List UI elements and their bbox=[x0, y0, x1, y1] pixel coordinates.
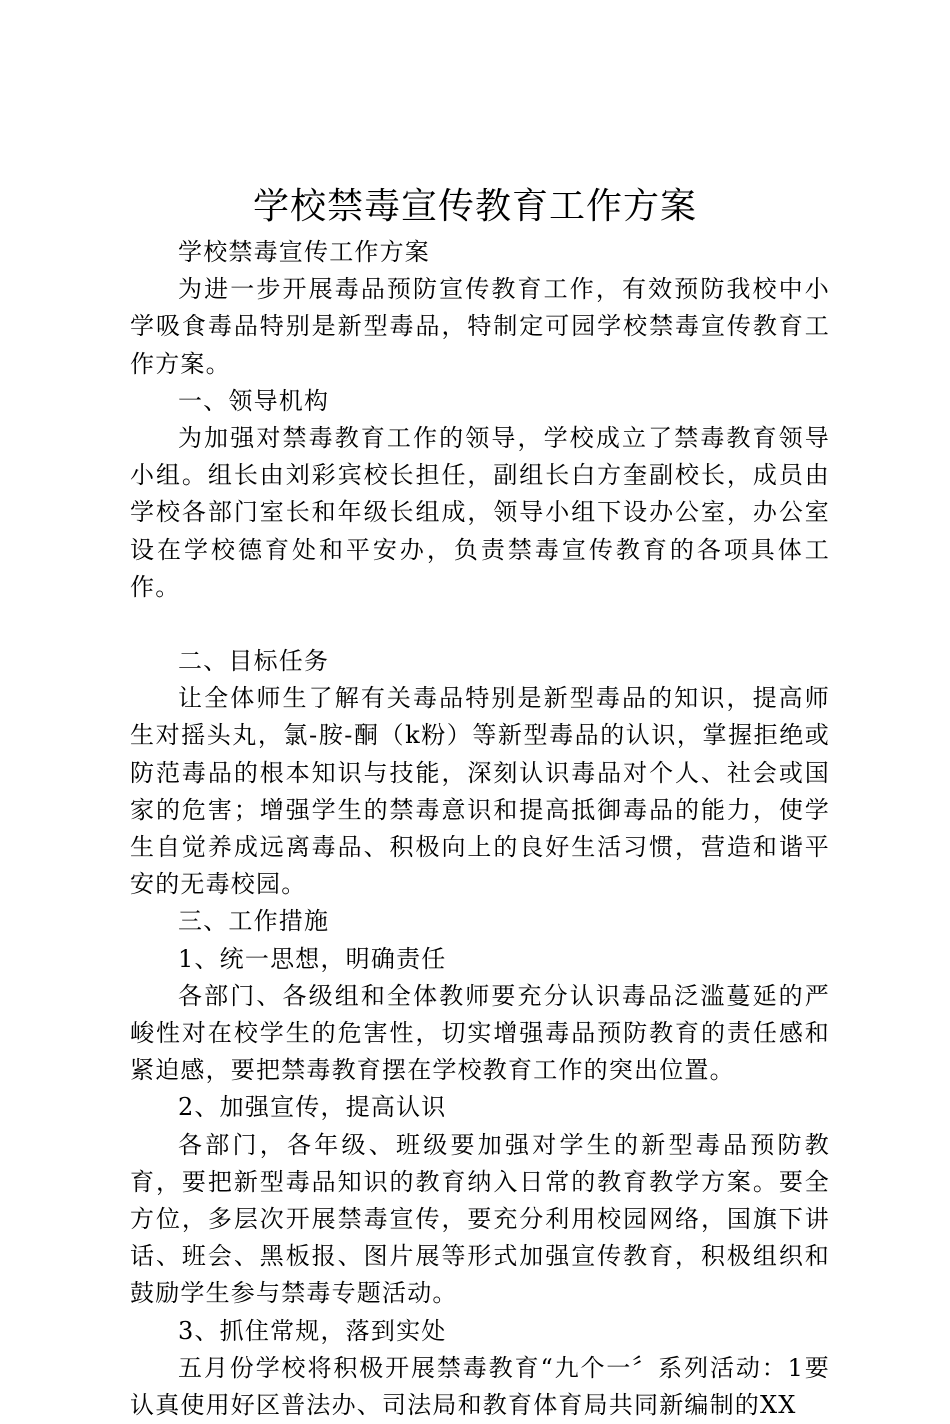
blank-line bbox=[130, 606, 830, 643]
measure-paragraph-2: 各部门，各年级、班级要加强对学生的新型毒品预防教育，要把新型毒品知识的教育纳入日常的教育教学方案。要全方位，多层次开展禁毒宣传，要充分利用校园网络，国旗下讲话、班会、黑板报、图片展等形式加强宣传教育，积极组织和鼓励学生参与禁毒专题活动。 bbox=[130, 1130, 830, 1308]
document-body bbox=[130, 234, 830, 1424]
section-heading-measures: 三、工作措施 bbox=[178, 907, 330, 936]
document-title: 学校禁毒宣传教育工作方案 bbox=[252, 186, 697, 227]
section-heading-leadership: 一、领导机构 bbox=[178, 386, 330, 415]
measure-paragraph-3: 五月份学校将积极开展禁毒教育“九个一〞系列活动：1要认真使用好区普法办、司法局和教育体育局共同新编制的XX bbox=[130, 1353, 830, 1420]
leadership-paragraph: 为加强对禁毒教育工作的领导，学校成立了禁毒教育领导小组。组长由刘彩宾校长担任，副组长白方奎副校长，成员由学校各部门室长和年级长组成，领导小组下设办公室，办公室设在学校德育处和平安办，负责禁毒宣传教育的各项具体工作。 bbox=[130, 424, 830, 601]
section-heading-goals: 二、目标任务 bbox=[178, 647, 330, 676]
intro-paragraph: 为进一步开展毒品预防宣传教育工作，有效预防我校中小学吸食毒品特别是新型毒品，特制定可园学校禁毒宣传教育工作方案。 bbox=[130, 275, 830, 378]
goals-paragraph: 让全体师生了解有关毒品特别是新型毒品的知识，提高师生对摇头丸，氯-胺-酮（k粉）等新型毒品的认识，掌握拒绝或防范毒品的根本知识与技能，深刻认识毒品对个人、社会或国家的危害；增强学生的禁毒意识和提高抵御毒品的能力，使学生自觉养成远离毒品、积极向上的良好生活习惯，营造和谐平安的无毒校园。 bbox=[130, 684, 830, 899]
measure-heading-1: 1、统一思想，明确责任 bbox=[178, 944, 447, 973]
measure-paragraph-1: 各部门、各级组和全体教师要充分认识毒品泛滥蔓延的严峻性对在校学生的危害性，切实增强毒品预防教育的责任感和紧迫感，要把禁毒教育摆在学校教育工作的突出位置。 bbox=[130, 981, 830, 1085]
measure-heading-3: 3、抓住常规，落到实处 bbox=[178, 1316, 447, 1345]
subtitle-paragraph: 学校禁毒宣传工作方案 bbox=[178, 238, 430, 266]
measure-heading-2: 2、加强宣传，提高认识 bbox=[178, 1093, 447, 1122]
